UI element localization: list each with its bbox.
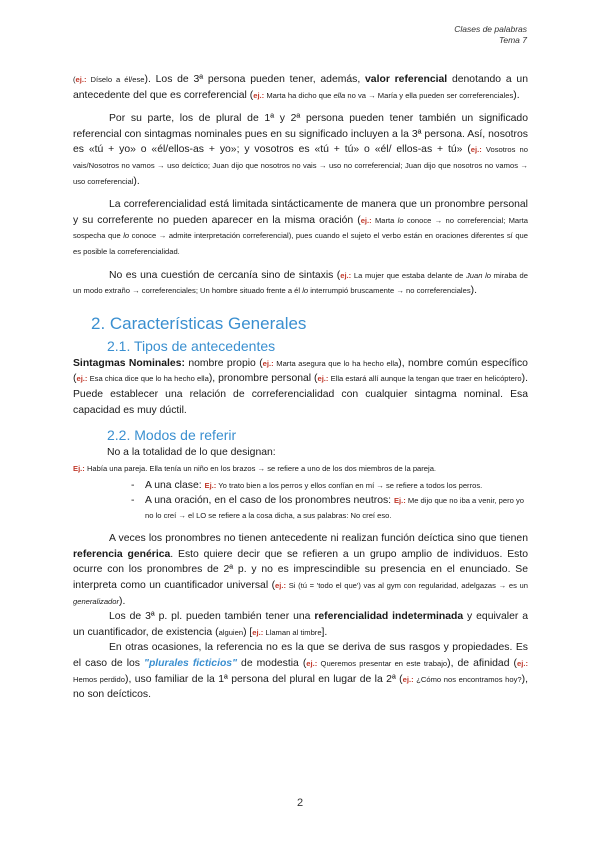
example-label: ej.: (262, 358, 274, 368)
bold-term: Sintagmas Nominales: (73, 357, 185, 369)
example-label: ej.: (76, 374, 88, 384)
page-header (454, 24, 527, 46)
subsection-heading-reference-modes: 2.2. Modos de referir (107, 427, 237, 444)
bold-term: referencia genérica (73, 548, 171, 560)
paragraph-antecedent-types: Sintagmas Nominales: nombre propio (ej.: Marta asegura que lo ha hecho ella), nombre común específico (ej.: Esa chica dice que lo ha hecho ella), pronombre personal (ej.: Ella estará allí aunque la tengan que traer en helicóptero). Puede establecer una relación de correferencialidad con cualquier sintagma nominal. Esa capacidad es muy dúctil. (73, 357, 528, 416)
example-label: ej.: (517, 659, 528, 669)
example-label: Ej.: (204, 481, 217, 491)
section-heading: 2. Características Generales (91, 313, 307, 333)
example-label: Ej.: (73, 463, 85, 473)
paragraph-fictitious-plurals: En otras ocasiones, la referencia no es la que se deriva de sus rasgos y propiedades. Es el caso de los "plurales ficticios" de modestia (ej.: Queremos presentar en este trabajo), de afinidad (ej.: Hemos perdido), uso familiar de la 1ª persona del plural en lugar de la 2ª (ej.: ¿Cómo nos encontramos hoy?), no son deícticos. (73, 642, 528, 701)
example-text: Vosotros no vais/Nosotros no vamos → uso deíctico; Juan dijo que nosotros no vais → uso no correferencial; Juan dijo que nosotros no vamos → uso correferencial (73, 145, 528, 186)
list-item: - A una oración, en el caso de los pronombres neutros: Ej.: Me dijo que no iba a venir, pero yo no lo creí → el LO se refiere a la cosa dicha, a sus palabras: No creí eso. (131, 495, 524, 521)
bold-term: valor referencial (365, 74, 448, 85)
subsection-heading-antecedents: 2.1. Tipos de antecedentes (107, 337, 276, 354)
bold-term: referencialidad indeterminada (314, 611, 464, 623)
example-label: ej.: (275, 581, 287, 591)
page-body (73, 72, 528, 703)
highlight-term: "plurales ficticios" (144, 658, 238, 670)
paragraph-couple-example: Ej.: Había una pareja. Ella tenía un niño en los brazos → se refiere a uno de los dos miembros de la pareja. (73, 463, 437, 473)
paragraph-generic-reference: A veces los pronombres no tienen antecedente ni realizan función deíctica sino que tienen referencia genérica. Esto quiere decir que se refieren a un grupo amplio de individuos. Esto ocurre con los pronombres de 2ª p. y no es imprescindible su presencia en el enunciado. Se interpreta como un cuantificador universal (ej.: Si (tú = 'todo el que') vas al gym con regularidad, adelgazas → es un generalizador). (73, 533, 528, 607)
page-number: 2 (296, 797, 304, 809)
example-label: ej.: (253, 90, 265, 100)
example-label: ej.: (252, 627, 264, 637)
example-label: ej.: (402, 674, 414, 684)
header-course: Clases de palabras (454, 24, 527, 34)
paragraph-syntactic-limit: La correferencialidad está limitada sintácticamente de manera que un pronombre personal y su correferente no pueden aparecer en la misma oración (ej.: Marta lo conoce → no correferencial; Marta sospecha que lo conoce → admite interpretación correferencial), pues cuando el sujeto el verbo están en oraciones diferentes sí que es posible la correferencialidad. (73, 199, 528, 256)
example-text: Díselo a él/ese (90, 75, 145, 84)
example-label: ej.: (317, 374, 329, 384)
example-label: ej.: (470, 145, 482, 155)
example-label: Ej.: (393, 496, 406, 506)
header-topic: Tema 7 (498, 35, 527, 45)
list-item: - A una clase: Ej.: Yo trato bien a los perros y ellos confían en mí → se refiere a todos los perros. (131, 480, 483, 492)
example-label: ej.: (340, 270, 352, 280)
paragraph-lead: No a la totalidad de lo que designan: (107, 447, 276, 459)
paragraph-indeterminate-reference: Los de 3ª p. pl. pueden también tener una referencialidad indeterminada y equivaler a un cuantificador, de existencia (alguien) [ej.: Llaman al timbre]. (73, 611, 528, 638)
paragraph-syntax-not-proximity: No es una cuestión de cercanía sino de sintaxis (ej.: La mujer que estaba delante de Juan lo miraba de un modo extraño → correferenciales; Un hombre situado frente a él lo interrumpió bruscamente → no correferenciales). (73, 269, 528, 297)
reference-list (73, 478, 528, 523)
paragraph-plural-persons: Por su parte, los de plural de 1ª y 2ª persona pueden tener también un significado referencial con sintagmas nominales pues en su significado incluyen a la 3ª persona. Así, nosotros es «tú + yo» o «él/ellos-as + yo»; y vosotros es «tú + tú» o «él/ ellos-as + tú» (ej.: Vosotros no vais/Nosotros no vamos → uso deíctico; Juan dijo que nosotros no vais → uso no correferencial; Juan dijo que nosotros no vamos → uso correferencial). (73, 113, 528, 187)
example-label: ej.: (75, 75, 87, 84)
paragraph-referential-value: (ej.: Díselo a él/ese). Los de 3ª persona pueden tener, además, valor referencial denotando a un antecedente del que es correferencial (ej.: Marta ha dicho que ella no va → María y ella pueden ser correferenciales). (73, 74, 528, 101)
example-label: ej.: (360, 215, 372, 225)
example-label: ej.: (306, 659, 318, 669)
